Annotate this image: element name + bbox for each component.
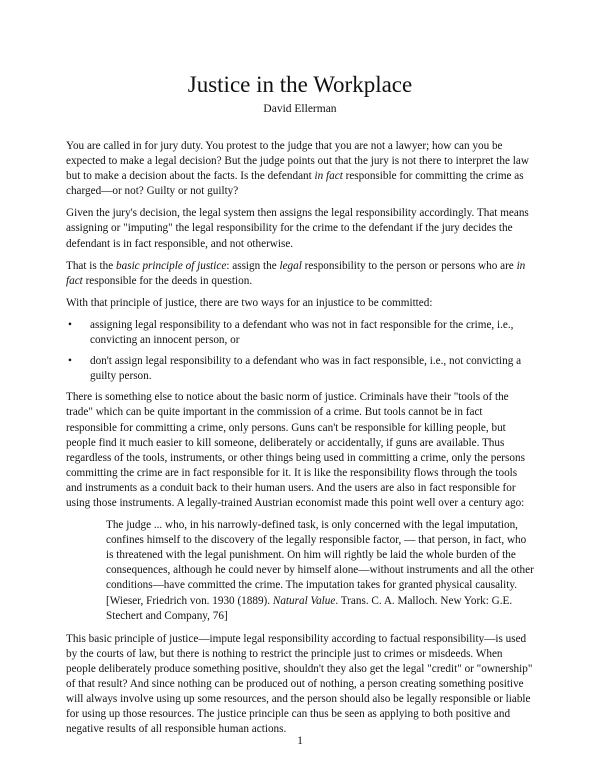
bullet-icon: •: [68, 318, 72, 331]
paragraph-positive-results: This basic principle of justice—impute legal responsibility according to factual responsibility—is used by the courts of law, but there is nothing to restrict the principle just to crimes or misdeeds. When people deliberately produce something positive, shouldn't they also get the legal "credit" or "ownership" of that result? And since nothing can be produced out of nothing, a person creating something positive will always involve using up some resources, and the person should also be legally responsible or liable for using up those resources. The justice principle can thus be seen as applying to both positive and negative results of all responsible human actions.: [66, 632, 533, 736]
bullet-icon: •: [68, 355, 72, 368]
list-item: • assigning legal responsibility to a defendant who was not in fact responsible for the crime, i.e., convicting an innocent person, or: [68, 318, 514, 347]
page-number: 1: [297, 735, 303, 747]
wieser-quote: The judge ... who, in his narrowly-defined task, is only concerned with the legal imputation, confines himself to the discovery of the legally responsible factor, — that person, in fact, who is threatened with the legal punishment. On him will rightly be laid the whole burden of the consequences, although he could never by himself alone—without instruments and all the other conditions—have committed the crime. The imputation takes for granted physical causality. [Wieser, Friedrich von. 1930 (1889). Natural Value. Trans. C. A. Malloch. New York: G.E. Stechert and Company, 76]: [106, 519, 534, 622]
document-title: Justice in the Workplace: [187, 72, 413, 97]
injustice-list: [66, 318, 534, 384]
paragraph-tools-of-trade: There is something else to notice about the basic norm of justice. Criminals have their "tools of the trade" which can be quite important in the commission of a crime. But tools cannot be in fact responsible for committing a crime, only persons. Guns can't be responsible for killing people, but people find it much easier to kill someone, deliberately or accidentally, if guns are available. Thus regardless of the tools, instruments, or other things being used in committing a crime, only the persons committing the crime are in fact responsible for it. It is like the responsibility flows through the tools and instruments as a conduit back to their human users. And the users are also in fact responsible for using those instruments. A legally-trained Austrian economist made this point well over a century ago:: [66, 391, 525, 509]
paragraph-jury-duty: You are called in for jury duty. You protest to the judge that you are not a lawyer; how can you be expected to make a legal decision? But the judge points out that the jury is not there to interpret the law but to make a decision about the facts. Is the defendant in fact responsible for committing the crime as charged—or not? Guilty or not guilty?: [66, 140, 529, 198]
paragraph-basic-principle: That is the basic principle of justice: assign the legal responsibility to the person or persons who are in fact responsible for the deeds in question.: [66, 259, 526, 287]
list-item: • don't assign legal responsibility to a defendant who was in fact responsible, i.e., not convicting a guilty person.: [68, 355, 522, 383]
paragraph-jury-decision: Given the jury's decision, the legal system then assigns the legal responsibility accordingly. That means assigning or "imputing" the legal responsibility for the crime to the defendant if the jury decides the defendant is in fact responsible, and not otherwise.: [66, 207, 529, 250]
paragraph-two-ways: With that principle of justice, there are two ways for an injustice to be committed:: [66, 296, 433, 309]
author-name: David Ellerman: [263, 103, 337, 115]
